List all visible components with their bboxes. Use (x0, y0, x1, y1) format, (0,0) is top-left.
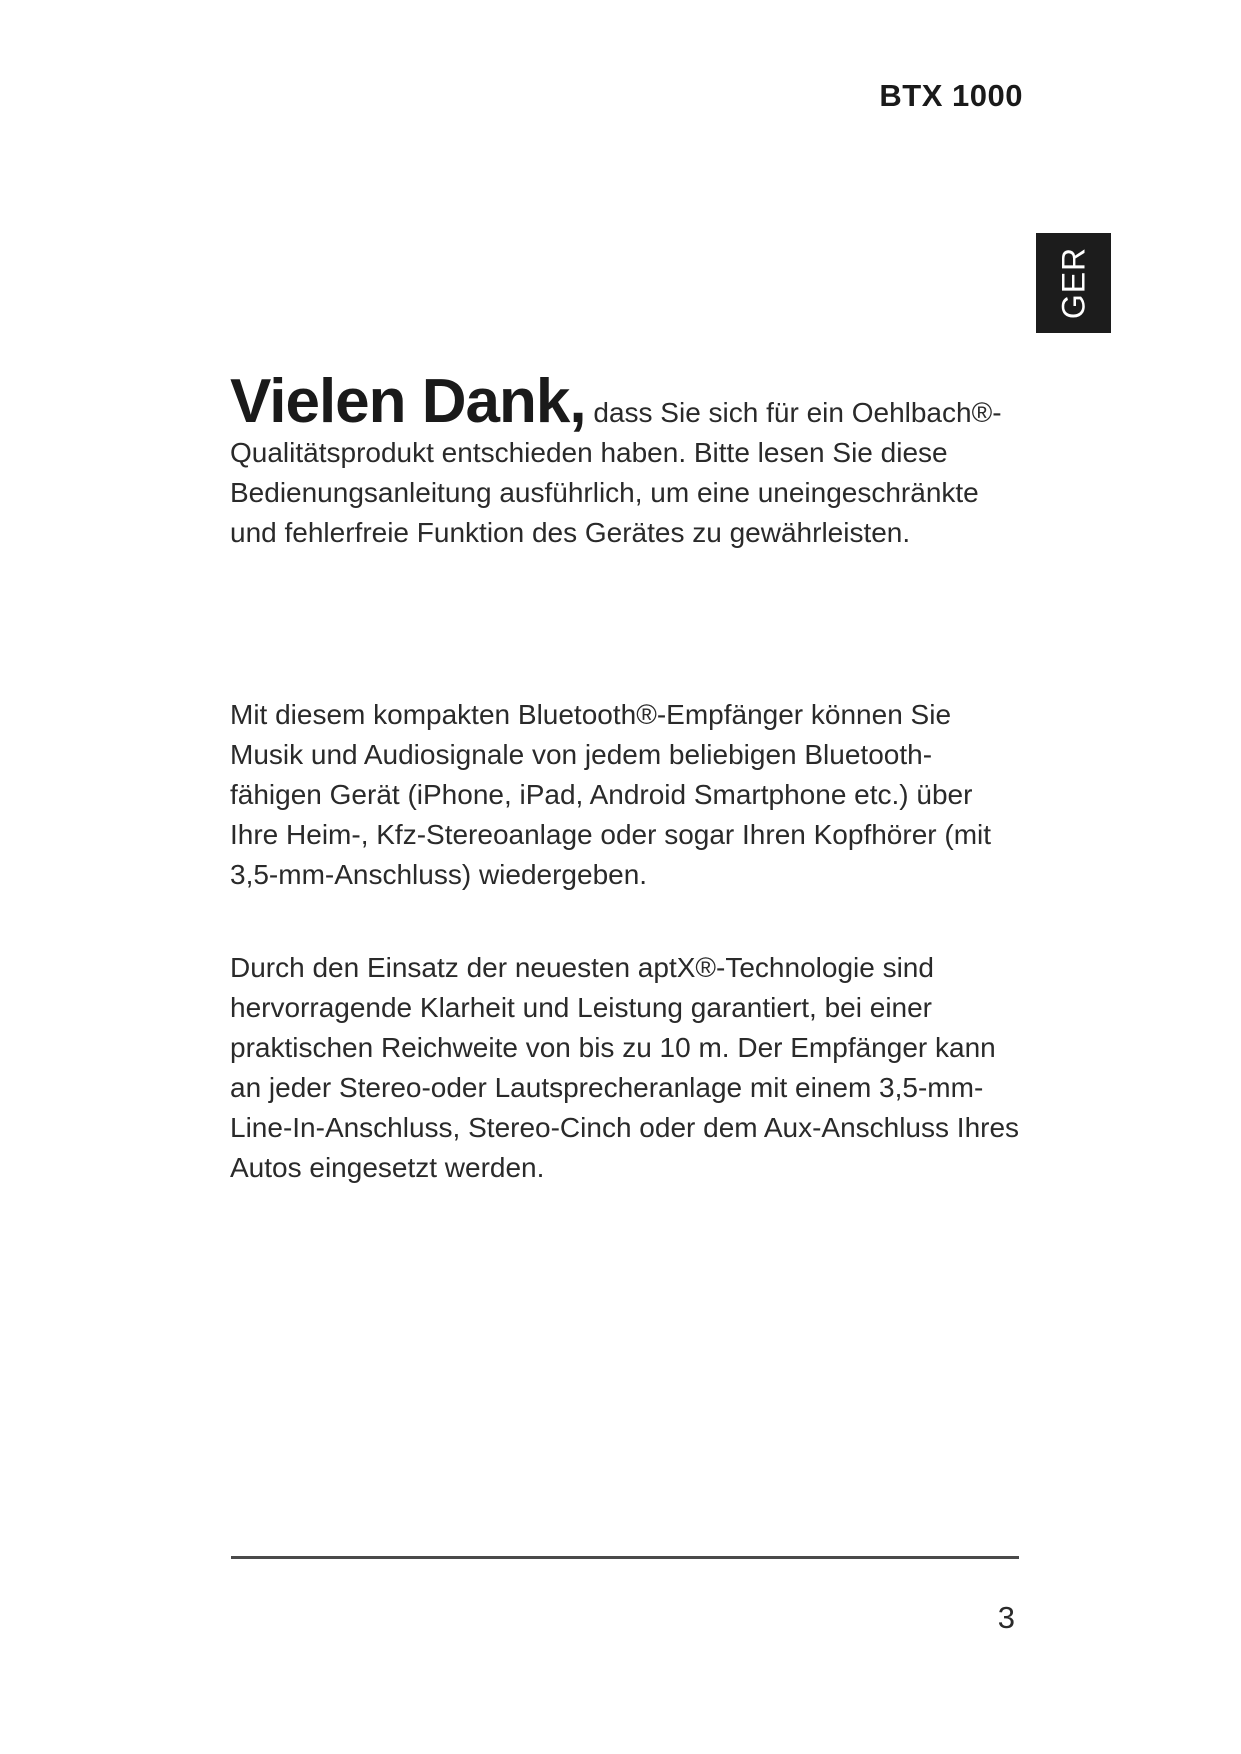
body-paragraph (230, 948, 1020, 1188)
intro-lead-text: dass Sie sich für ein Oehlbach®- (593, 397, 1002, 428)
intro-section (230, 367, 1020, 553)
footer-divider (231, 1556, 1019, 1559)
intro-body-text: Qualitätsprodukt entschieden haben. Bitte lesen Sie diese Bedienungsanleitung ausführlich, um eine uneingeschränkte und fehlerfreie Funktion des Gerätes zu gewährleisten. (230, 437, 979, 548)
language-tab-label: GER (1055, 246, 1091, 320)
paragraph-text: Mit diesem kompakten Bluetooth®-Empfänger können Sie Musik und Audiosignale von jedem beliebigen Bluetooth-fähigen Gerät (iPhone, iPad, Android Smartphone etc.) über Ihre Heim-, Kfz-Stereoanlage oder sogar Ihren Kopfhörer (mit 3,5-mm-Anschluss) wiedergeben. (230, 699, 992, 890)
language-tab (1036, 233, 1111, 333)
intro-headline: Vielen Dank, (230, 367, 586, 436)
body-paragraph (230, 695, 1020, 895)
paragraph-text: Durch den Einsatz der neuesten aptX®-Technologie sind hervorragende Klarheit und Leistung garantiert, bei einer praktischen Reichweite von bis zu 10 m. Der Empfänger kann an jeder Stereo-oder Lautsprecheranlage mit einem 3,5-mm-Line-In-Anschluss, Stereo-Cinch oder dem Aux-Anschluss Ihres Autos eingesetzt werden. (230, 952, 1020, 1183)
page-number: 3 (997, 1600, 1015, 1635)
model-name: BTX 1000 (879, 78, 1023, 113)
